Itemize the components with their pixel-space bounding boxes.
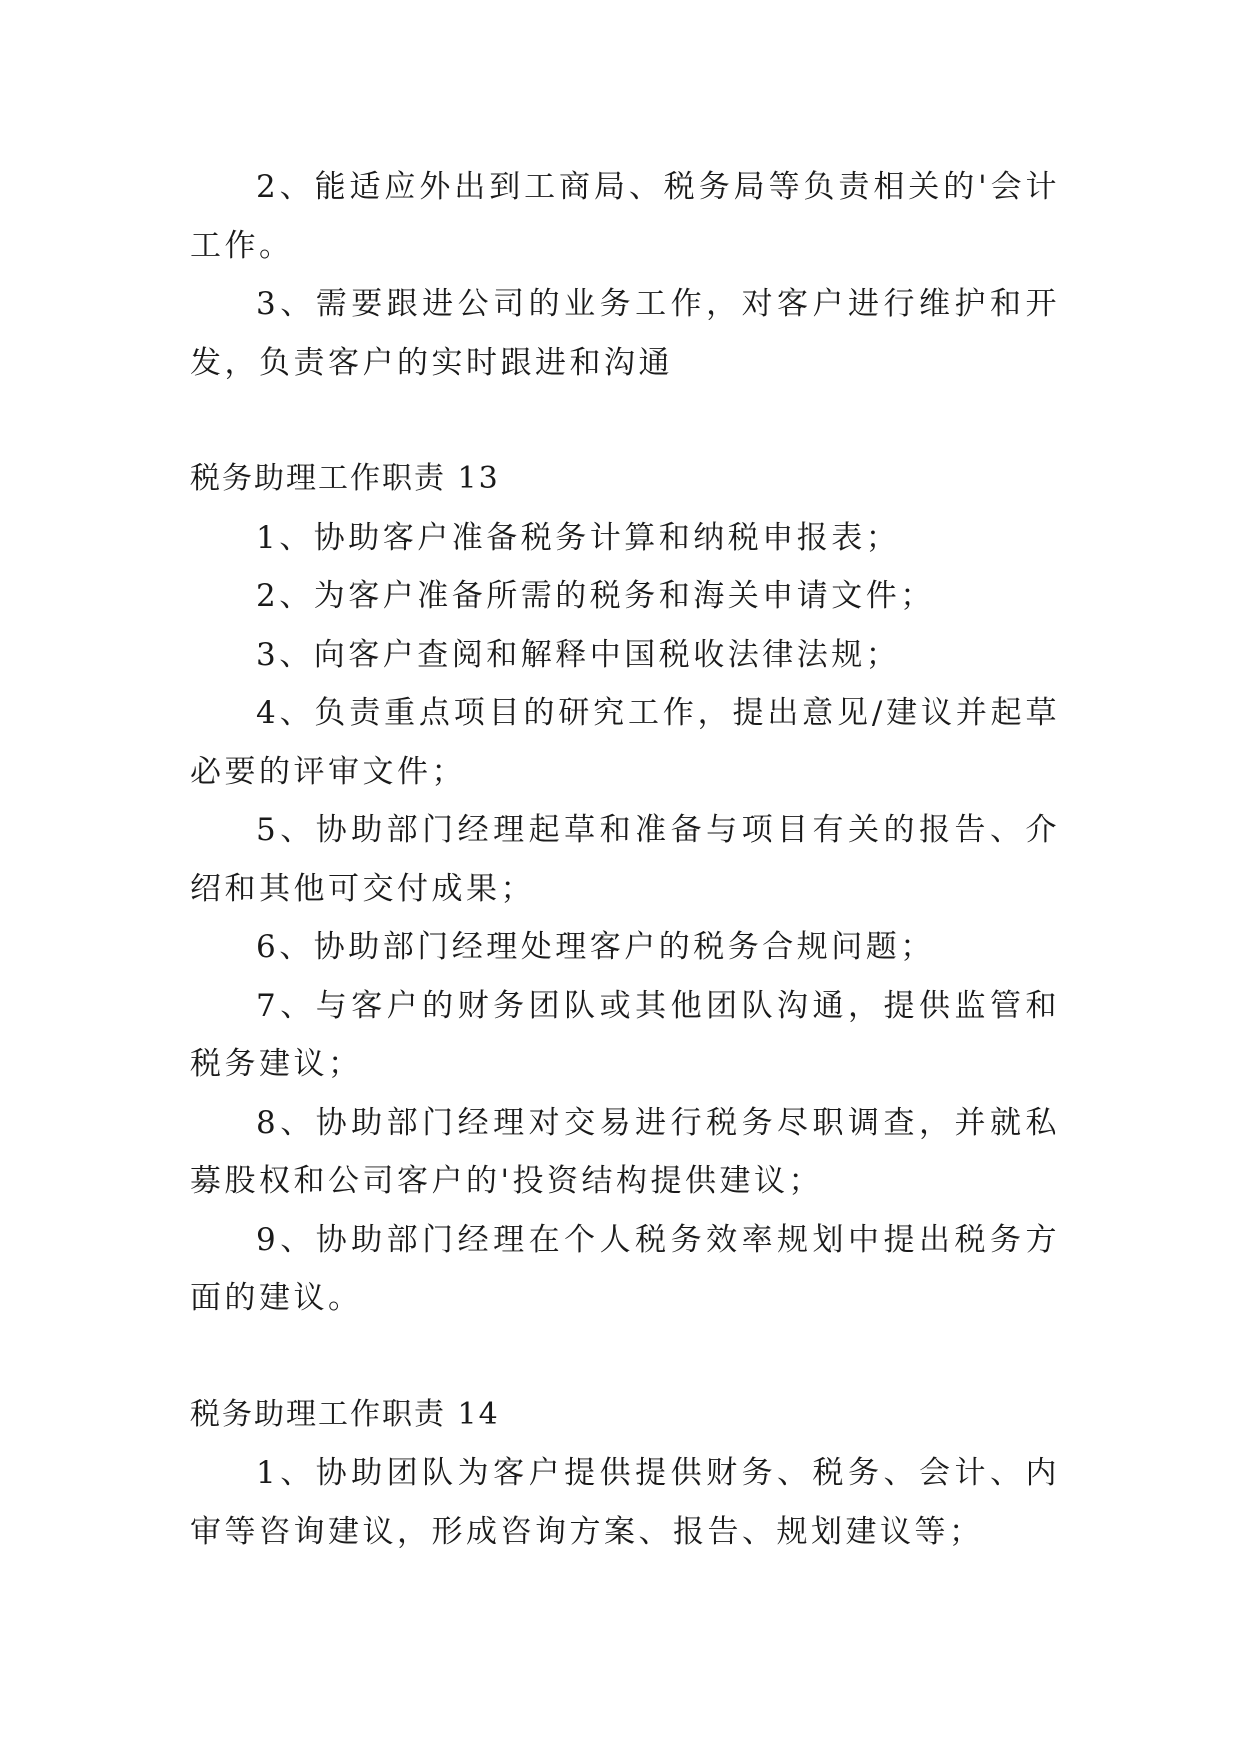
list-item: 6、协助部门经理处理客户的税务合规问题； xyxy=(256,929,935,965)
list-item: 9、协助部门经理在个人税务效率规划中提出税务方面的建议。 xyxy=(190,1221,1060,1316)
list-item: 2、为客户准备所需的税务和海关申请文件； xyxy=(256,578,935,614)
list-item: 5、协助部门经理起草和准备与项目有关的报告、介绍和其他可交付成果； xyxy=(190,812,1060,907)
list-item: 1、协助团队为客户提供提供财务、税务、会计、内审等咨询建议，形成咨询方案、报告、规划建议等； xyxy=(190,1455,1060,1550)
list-item: 8、协助部门经理对交易进行税务尽职调查，并就私募股权和公司客户的'投资结构提供建议； xyxy=(190,1104,1060,1199)
paragraph: 3、需要跟进公司的业务工作，对客户进行维护和开发，负责客户的实时跟进和沟通 xyxy=(190,286,1060,381)
list-item: 4、负责重点项目的研究工作，提出意见/建议并起草必要的评审文件； xyxy=(190,695,1060,790)
document-body xyxy=(190,158,1060,1561)
list-item: 1、协助客户准备税务计算和纳税申报表； xyxy=(256,519,901,556)
list-item: 3、向客户查阅和解释中国税收法律法规； xyxy=(256,636,901,673)
section-heading: 税务助理工作职责 14 xyxy=(190,1396,500,1432)
paragraph: 2、能适应外出到工商局、税务局等负责相关的'会计工作。 xyxy=(190,169,1060,264)
list-item: 7、与客户的财务团队或其他团队沟通，提供监管和税务建议； xyxy=(190,987,1060,1082)
section-heading: 税务助理工作职责 13 xyxy=(190,461,500,496)
